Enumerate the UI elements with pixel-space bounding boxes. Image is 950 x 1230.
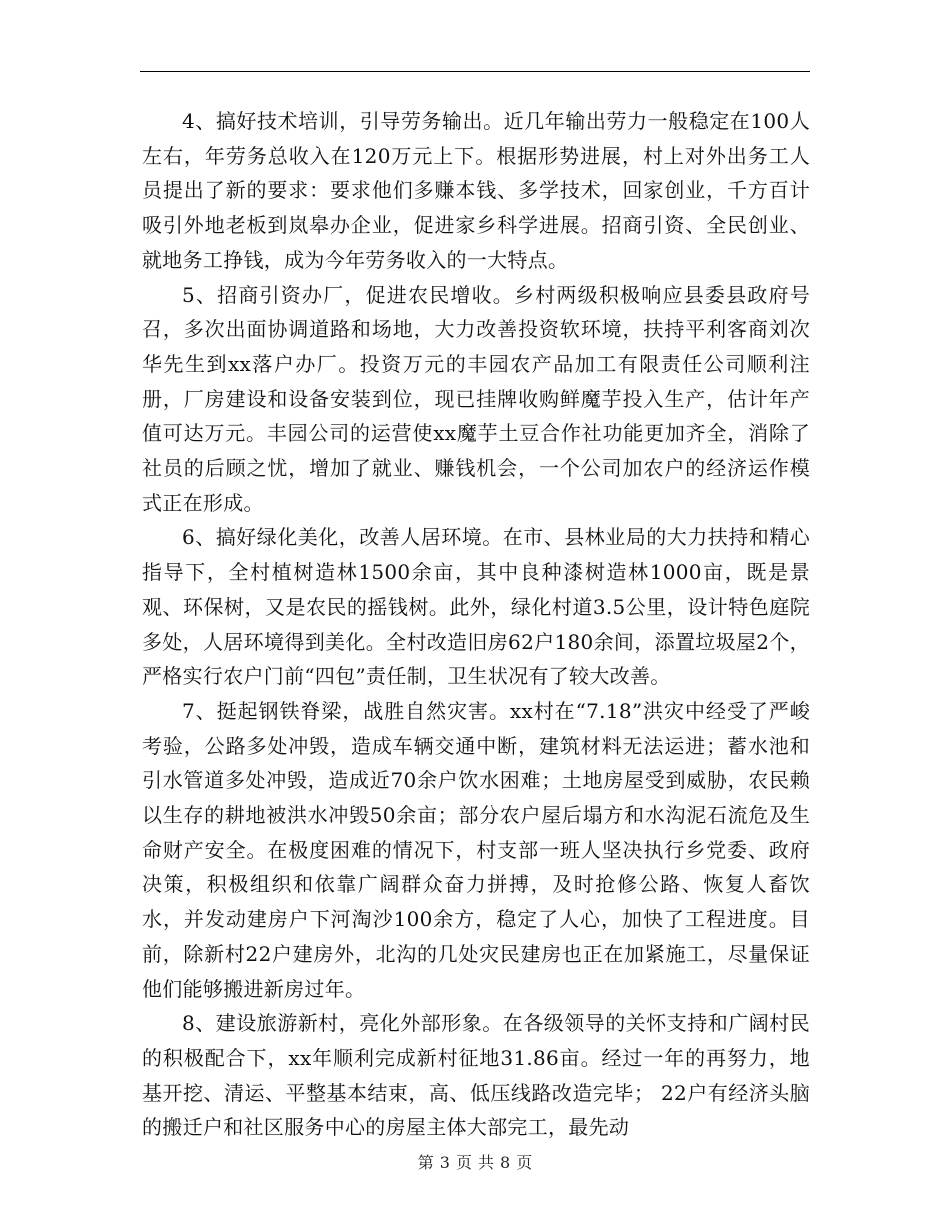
page-footer [0, 1153, 950, 1173]
footer-total-pages: 8 [500, 1153, 511, 1172]
footer-label-di: 第 [417, 1153, 434, 1172]
paragraph-7: 7、挺起钢铁脊梁，战胜自然灾害。xx村在“7.18”洪灾中经受了严峻考验，公路多处冲毁，造成车辆交通中断，建筑材料无法运进；蓄水池和引水管道多处冲毁，造成近70余户饮水困难；土地房屋受到威胁，农民赖以生存的耕地被洪水冲毁50余亩；部分农户屋后塌方和水沟泥石流危及生命财产安全。在极度困难的情况下，村支部一班人坚决执行乡党委、政府决策，积极组织和依靠广阔群众奋力拼搏，及时抢修公路、恢复人畜饮水，并发动建房户下河淘沙100余方，稳定了人心，加快了工程进度。目前，除新村22户建房外，北沟的几处灾民建房也正在加紧施工，尽量保证他们能够搬进新房过年。 [142, 698, 810, 1001]
paragraph-5: 5、招商引资办厂，促进农民增收。乡村两级积极响应县委县政府号召，多次出面协调道路和场地，大力改善投资软环境，扶持平利客商刘次华先生到xx落户办厂。投资万元的丰园农产品加工有限责任公司顺利注册，厂房建设和设备安装到位，现已挂牌收购鲜魔芋投入生产，估计年产值可达万元。丰园公司的运营使xx魔芋土豆合作社功能更加齐全，消除了社员的后顾之忧，增加了就业、赚钱机会，一个公司加农户的经济运作模式正在形成。 [142, 282, 810, 515]
body-text [142, 104, 810, 1145]
paragraph-4: 4、搞好技术培训，引导劳务输出。近几年输出劳力一般稳定在100人左右，年劳务总收入在120万元上下。根据形势进展，村上对外出务工人员提出了新的要求：要求他们多赚本钱、多学技术，回家创业，千方百计吸引外地老板到岚皋办企业，促进家乡科学进展。招商引资、全民创业、就地务工挣钱，成为今年劳务收入的一大特点。 [142, 109, 810, 272]
paragraph-8: 8、建设旅游新村，亮化外部形象。在各级领导的关怀支持和广阔村民的积极配合下，xx年顺利完成新村征地31.86亩。经过一年的再努力，地基开挖、清运、平整基本结束，高、低压线路改造完毕； 22户有经济头脑的搬迁户和社区服务中心的房屋主体大部完工，最先动 [142, 1011, 810, 1140]
footer-label-ye2: 页 [516, 1153, 533, 1172]
paragraph-6: 6、搞好绿化美化，改善人居环境。在市、县林业局的大力扶持和精心指导下，全村植树造林1500余亩，其中良种漆树造林1000亩，既是景观、环保树，又是农民的摇钱树。此外，绿化村道3.5公里，设计特色庭院多处，人居环境得到美化。全村改造旧房62户180余间，添置垃圾屋2个，严格实行农户门前“四包”责任制，卫生状况有了较大改善。 [142, 525, 810, 689]
header-rule [140, 71, 810, 72]
footer-label-ye: 页 [455, 1153, 472, 1172]
footer-current-page: 3 [439, 1153, 450, 1172]
footer-label-gong: 共 [478, 1153, 495, 1172]
